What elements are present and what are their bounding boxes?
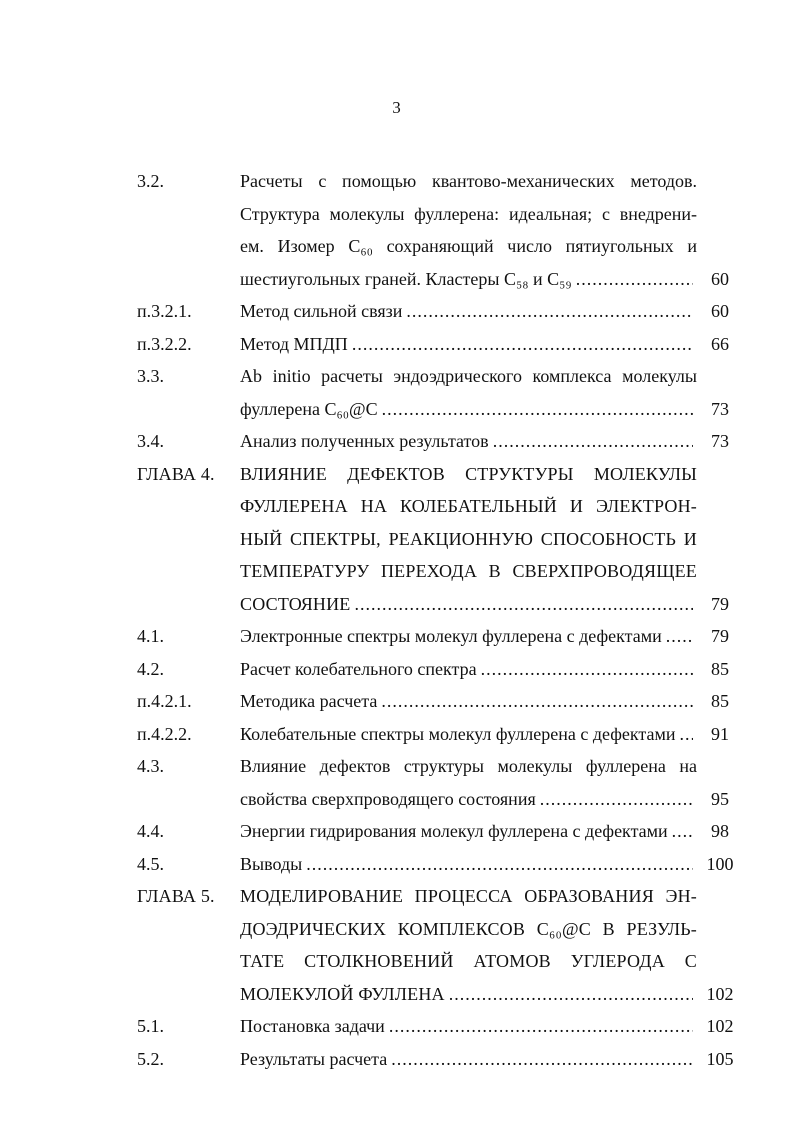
toc-entry-title-text: Метод МПДП — [240, 333, 348, 354]
toc-entry-title-text: фуллерена C₆₀@C — [240, 398, 378, 419]
dot-leader — [381, 685, 693, 718]
toc-entry — [137, 685, 743, 718]
toc-entry — [137, 165, 743, 295]
toc-entry-title — [240, 718, 697, 751]
toc-entry-title-line: ТЕМПЕРАТУРУ ПЕРЕХОДА В СВЕРХПРОВОДЯЩЕЕ — [240, 561, 697, 581]
toc-entry-number: п.4.2.2. — [137, 723, 192, 744]
toc-entry-title-text: Расчет колебательного спектра — [240, 658, 477, 679]
toc-entry-title-last-line — [240, 848, 697, 881]
toc-entry-number: 4.1. — [137, 626, 164, 646]
toc-entry-title-text: СОСТОЯНИЕ — [240, 593, 351, 614]
toc-entry-title — [240, 620, 697, 653]
toc-entry-title — [240, 848, 697, 881]
toc-entry-title — [240, 815, 697, 848]
toc-entry-title-last-line — [240, 978, 697, 1011]
toc-entry-title-last-line — [240, 1043, 697, 1076]
page-number: 3 — [392, 98, 401, 117]
toc-entry-title — [240, 750, 697, 815]
toc-entry-title — [240, 458, 697, 621]
toc-entry-title — [240, 295, 697, 328]
toc-entry-title-text: Электронные спектры молекул фуллерена с дефектами — [240, 626, 662, 646]
dot-leader — [481, 653, 693, 686]
toc-entry-page: 79 — [711, 593, 729, 614]
toc-entry — [137, 880, 743, 1010]
toc-entry — [137, 360, 743, 425]
toc-entry — [137, 1043, 743, 1076]
toc-entry-page: 105 — [706, 1048, 734, 1069]
toc-entry-title — [240, 360, 697, 425]
dot-leader — [389, 1010, 693, 1043]
toc-entry-page: 98 — [711, 821, 729, 841]
toc-entry-number: 4.5. — [137, 853, 164, 874]
toc-entry-title-last-line — [240, 1010, 697, 1043]
toc-entry-title — [240, 653, 697, 686]
toc-entry-page: 102 — [706, 983, 734, 1004]
toc-entry-title-last-line — [240, 783, 697, 816]
toc-entry-title — [240, 328, 697, 361]
table-of-contents — [137, 165, 743, 1075]
dot-leader — [406, 295, 693, 328]
toc-entry-title-text: Анализ полученных результатов — [240, 431, 489, 451]
toc-entry-title-last-line — [240, 263, 697, 296]
toc-entry — [137, 848, 743, 881]
dot-leader — [355, 588, 694, 621]
toc-entry-title-text: МОЛЕКУЛОЙ ФУЛЛЕНА — [240, 983, 445, 1004]
toc-entry-page: 91 — [711, 723, 729, 744]
dot-leader — [391, 1043, 693, 1076]
toc-entry-page: 85 — [711, 658, 729, 679]
toc-entry-title — [240, 1043, 697, 1076]
toc-entry-title-last-line — [240, 588, 697, 621]
dot-leader — [680, 718, 694, 751]
toc-entry — [137, 653, 743, 686]
toc-entry-page: 60 — [711, 268, 729, 289]
dot-leader — [352, 328, 693, 361]
toc-entry-title — [240, 1010, 697, 1043]
toc-entry-title-text: Методика расчета — [240, 691, 378, 711]
toc-entry-page: 100 — [706, 853, 734, 874]
toc-entry-title-last-line — [240, 685, 697, 718]
toc-entry-title-last-line — [240, 718, 697, 751]
toc-entry-title-last-line — [240, 425, 697, 458]
toc-entry — [137, 328, 743, 361]
toc-entry-title-text: Выводы — [240, 853, 303, 874]
toc-entry-title-last-line — [240, 393, 697, 426]
toc-entry-number: 5.2. — [137, 1048, 164, 1069]
toc-entry-number: 4.3. — [137, 756, 164, 776]
toc-entry-page: 60 — [711, 301, 729, 321]
toc-entry-number: п.3.2.2. — [137, 333, 192, 354]
toc-entry — [137, 458, 743, 621]
toc-entry-title-line: Ab initio расчеты эндоэдрического комплекса молекулы — [240, 366, 697, 386]
toc-entry-page: 102 — [706, 1016, 734, 1036]
toc-entry-title-line: ем. Изомер C₆₀ сохраняющий число пятиугольных и — [240, 236, 697, 256]
toc-entry-title-text: Результаты расчета — [240, 1048, 388, 1069]
toc-entry — [137, 815, 743, 848]
toc-entry-title — [240, 880, 697, 1010]
toc-entry-title-line: Влияние дефектов структуры молекулы фуллерена на — [240, 756, 697, 776]
toc-entry-page: 85 — [711, 691, 729, 711]
toc-entry-title-line: ДОЭДРИЧЕСКИХ КОМПЛЕКСОВ C₆₀@C В РЕЗУЛЬ- — [240, 918, 697, 939]
dot-leader — [306, 848, 693, 881]
dot-leader — [493, 425, 693, 458]
toc-entry-number: 4.4. — [137, 821, 164, 841]
dot-leader — [672, 815, 693, 848]
toc-entry-title-last-line — [240, 295, 697, 328]
toc-entry — [137, 718, 743, 751]
toc-entry-title-text: Метод сильной связи — [240, 301, 403, 321]
dot-leader — [540, 783, 693, 816]
toc-entry-number: ГЛАВА 4. — [137, 463, 215, 484]
toc-entry-number: 3.3. — [137, 366, 164, 386]
toc-entry-number: 3.4. — [137, 431, 164, 451]
toc-entry-number: 5.1. — [137, 1016, 164, 1036]
dot-leader — [666, 620, 693, 653]
toc-entry-title-text: шестиугольных граней. Кластеры C₅₈ и C₅₉ — [240, 268, 572, 289]
toc-entry-number: 3.2. — [137, 171, 164, 191]
dot-leader — [576, 263, 693, 296]
toc-entry-title — [240, 425, 697, 458]
toc-entry-title-text: Колебательные спектры молекул фуллерена с дефектами — [240, 723, 676, 744]
toc-entry-title-line: ТАТЕ СТОЛКНОВЕНИЙ АТОМОВ УГЛЕРОДА С — [240, 951, 697, 971]
toc-entry-number: ГЛАВА 5. — [137, 886, 215, 906]
toc-entry-page: 66 — [711, 333, 729, 354]
toc-entry-title-last-line — [240, 620, 697, 653]
dot-leader — [382, 393, 693, 426]
toc-entry — [137, 425, 743, 458]
toc-entry — [137, 295, 743, 328]
toc-entry-title — [240, 165, 697, 295]
toc-entry-page: 79 — [711, 626, 729, 646]
toc-entry-title-last-line — [240, 328, 697, 361]
toc-entry-title-last-line — [240, 653, 697, 686]
toc-entry — [137, 620, 743, 653]
toc-entry-number: 4.2. — [137, 658, 164, 679]
toc-entry-title-line: НЫЙ СПЕКТРЫ, РЕАКЦИОННУЮ СПОСОБНОСТЬ И — [240, 528, 697, 549]
toc-entry-title — [240, 685, 697, 718]
toc-entry-title-text: свойства сверхпроводящего состояния — [240, 788, 536, 809]
toc-entry-title-text: Постановка задачи — [240, 1016, 385, 1036]
toc-entry — [137, 1010, 743, 1043]
toc-entry-title-line: Расчеты с помощью квантово-механических методов. — [240, 171, 697, 191]
toc-entry-title-line: ВЛИЯНИЕ ДЕФЕКТОВ СТРУКТУРЫ МОЛЕКУЛЫ — [240, 463, 697, 484]
toc-entry-page: 95 — [711, 788, 729, 809]
toc-entry — [137, 750, 743, 815]
toc-entry-number: п.4.2.1. — [137, 691, 192, 711]
toc-entry-page: 73 — [711, 398, 729, 419]
toc-entry-title-line: ФУЛЛЕРЕНА НА КОЛЕБАТЕЛЬНЫЙ И ЭЛЕКТРОН- — [240, 496, 697, 516]
dot-leader — [449, 978, 693, 1011]
toc-entry-number: п.3.2.1. — [137, 301, 192, 321]
toc-entry-title-last-line — [240, 815, 697, 848]
toc-entry-page: 73 — [711, 431, 729, 451]
toc-entry-title-line: МОДЕЛИРОВАНИЕ ПРОЦЕССА ОБРАЗОВАНИЯ ЭН- — [240, 886, 697, 906]
toc-entry-title-line: Структура молекулы фуллерена: идеальная; с внедрени- — [240, 203, 697, 224]
toc-entry-title-text: Энергии гидрирования молекул фуллерена с дефектами — [240, 821, 668, 841]
